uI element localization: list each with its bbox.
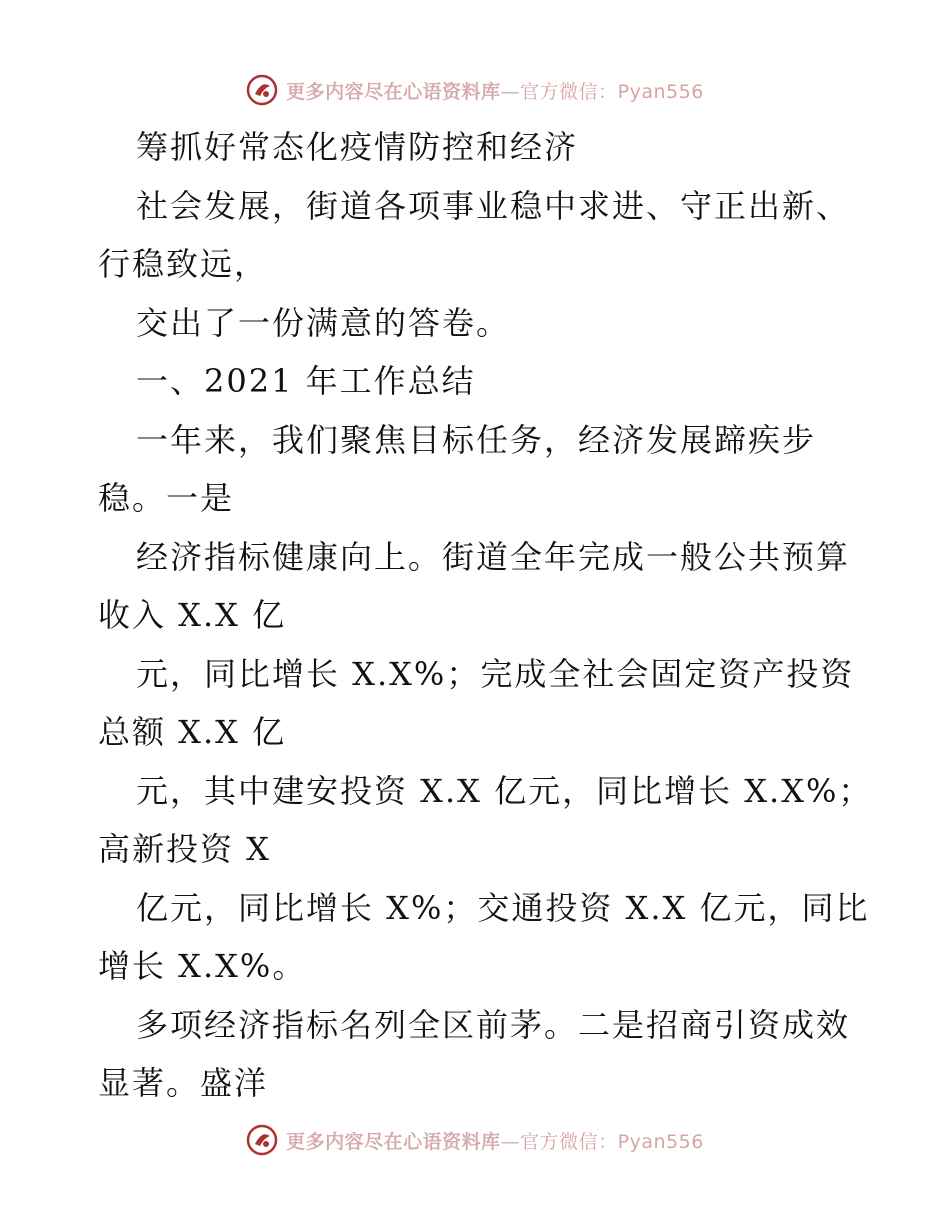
text-line: 增长 X.X%。 (98, 947, 307, 985)
section-heading: 一、2021 年工作总结 (136, 362, 476, 400)
watermark-cn-text: 更多内容尽在心语资料库 (286, 1130, 501, 1153)
text-line: 稳。一是 (98, 479, 235, 517)
text-line: 总额 X.X 亿 (98, 713, 287, 751)
watermark-suffix: 官方微信：Pyan556 (520, 80, 704, 103)
document-body (98, 118, 873, 1113)
text-line: 经济指标健康向上。街道全年完成一般公共预算 (136, 537, 851, 576)
watermark-dash: — (500, 1130, 521, 1153)
watermark-header (0, 70, 950, 110)
text-line: 显著。盛洋 (98, 1064, 269, 1102)
text-line: 筹抓好常态化疫情防控和经济 (136, 128, 579, 166)
text-line: 收入 X.X 亿 (98, 596, 287, 634)
watermark-dash: — (500, 80, 521, 103)
text-line: 多项经济指标名列全区前茅。二是招商引资成效 (136, 1005, 851, 1044)
text-line: 高新投资 X (98, 830, 271, 868)
watermark-logo-icon (246, 74, 278, 106)
watermark-text (286, 1127, 704, 1154)
text-line: 社会发展，街道各项事业稳中求进、守正出新、 (136, 186, 851, 225)
watermark-text (286, 77, 704, 104)
text-line: 亿元，同比增长 X%；交通投资 X.X 亿元，同比 (136, 888, 870, 927)
watermark-logo-icon (246, 1124, 278, 1156)
text-line: 元，其中建安投资 X.X 亿元，同比增长 X.X%； (136, 771, 873, 810)
text-line: 行稳致远， (98, 245, 269, 283)
watermark-footer (0, 1120, 950, 1160)
text-line: 一年来，我们聚焦目标任务，经济发展蹄疾步 (136, 420, 817, 459)
text-line: 元，同比增长 X.X%；完成全社会固定资产投资 (136, 654, 855, 693)
watermark-cn-text: 更多内容尽在心语资料库 (286, 80, 501, 103)
text-line: 交出了一份满意的答卷。 (136, 303, 511, 342)
watermark-suffix: 官方微信：Pyan556 (520, 1130, 704, 1153)
